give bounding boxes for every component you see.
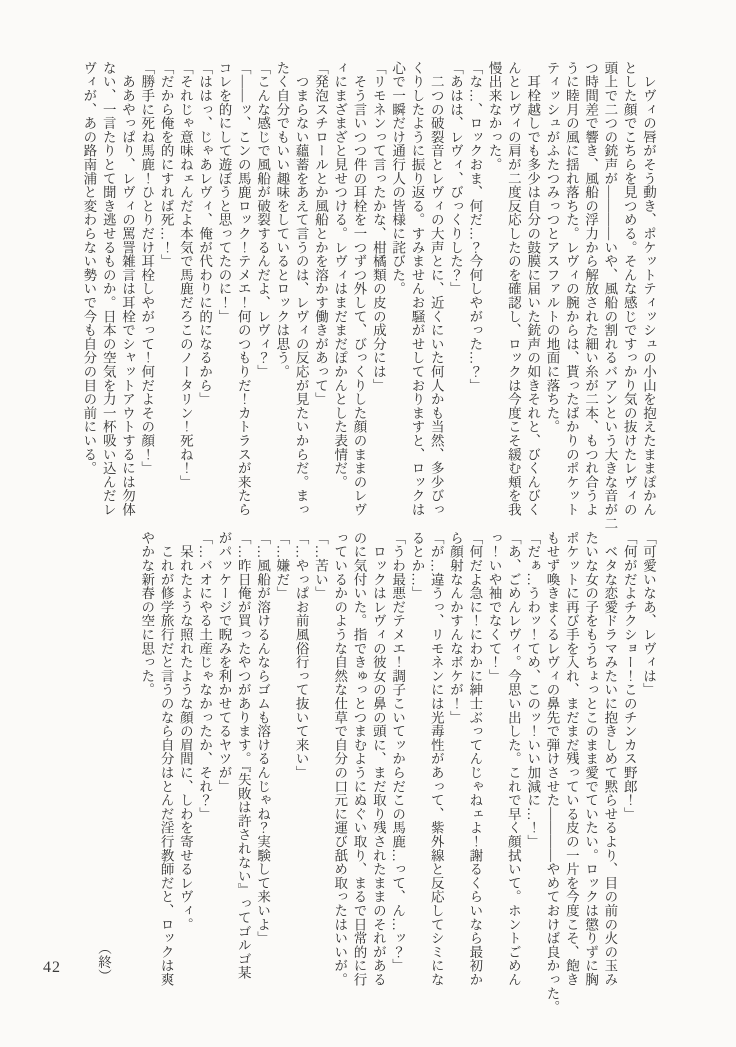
text-line: 「うわ最悪だテメエ！調子こいてッからだこの馬鹿…って、ん…ッ？」 bbox=[390, 531, 406, 973]
text-line: 「勝手に死ね馬鹿！ひとりだけ耳栓しやがって！何だよその顔！」 bbox=[139, 61, 155, 475]
text-line: 「…嫌だ」 bbox=[274, 531, 290, 600]
page-number: 42 bbox=[43, 959, 61, 976]
text-line: レヴィの唇がそう動き、ポケットティッシュの小山を抱えたままぽかん bbox=[641, 61, 656, 517]
text-line: 「それじゃ意味ねェんだよ本気で馬鹿だろこのノータリン！死ね！」 bbox=[177, 61, 193, 489]
text-line: 「…バオにやる土産じゃなかったか、それ？」 bbox=[197, 531, 213, 821]
text-line: っているかのような自然な仕草で自分の口元に運び舐め取ったはいいが。 bbox=[332, 531, 348, 987]
text-line: 二つの破裂音とレヴィの大声とに、近くにいた何人かも当然、多少びっ bbox=[428, 61, 444, 517]
text-line: ィにまざまざと見せつける。レヴィはまだまだぽかんとした表情だ。 bbox=[332, 61, 348, 489]
text-line: がパッケージで睨みを利かせてるヤツが」 bbox=[216, 531, 232, 794]
text-line: ヴィが、あの路南浦と変わらない勢いで今も自分の目の前にいる。 bbox=[81, 61, 97, 475]
text-line: 「何がだよチクショー！このチンカス野郎！」 bbox=[621, 531, 637, 821]
text-line: 「だから俺を的にすれば死…！」 bbox=[158, 61, 174, 268]
text-line: そう言いつつ件の耳栓を一つずつ外して、びっくりした顔のままのレヴ bbox=[351, 61, 367, 517]
text-line: 「発泡スチロールとか風船とかを溶かす働きがあって」 bbox=[312, 61, 328, 406]
text-line: つまらない蘊蓄をあえて言うのは、レヴィの反応が見たいからだ。まっ bbox=[293, 61, 309, 517]
text-line: ああやっぱり、レヴィの罵詈雑言は耳栓でシャットアウトするには勿体 bbox=[119, 61, 135, 517]
text-line: 「可愛いなあ、レヴィは」 bbox=[641, 531, 656, 697]
text-line: 「…風船が溶けるんならゴムも溶けるんじゃね？実験して来いよ」 bbox=[255, 531, 271, 945]
text-line: 「あ、ごめんレヴィ。今思い出した。これで早く顔拭いて。ホントごめん bbox=[505, 531, 521, 987]
text-line: ロックはレヴィの彼女の鼻の頭に、まだ取り残されたままのそれがある bbox=[370, 531, 386, 987]
text-line: 「何だよ急に！にわかに紳士ぶってんじゃねェよ！謝るくらいなら最初か bbox=[467, 531, 483, 987]
text-line: たいな女の子をもうちょっとこのまま愛でていたい。ロックは懲りずに胸 bbox=[583, 531, 599, 987]
text-line: 「だぁ…うわッ！てめ、このッ！いい加減に…！」 bbox=[525, 531, 541, 849]
text-line: っ！いや袖でなくて！」 bbox=[486, 531, 502, 683]
text-line: もせず喚きまくるレヴィの鼻先で弾けさせた――――やめておけば良かった。 bbox=[544, 531, 560, 1014]
text-line: ら顔射なんかすんなボケが！」 bbox=[448, 531, 464, 725]
text-line: コレを的にして遊ぼうと思ってたのに！」 bbox=[216, 61, 232, 324]
top-text-block bbox=[79, 61, 658, 531]
text-line: 「こんな感じで風船が破裂するんだよ、レヴィ？」 bbox=[255, 61, 271, 379]
text-line: 心で一瞬だけ通行人の皆様に詫びた。 bbox=[390, 61, 406, 296]
text-line: 頭上で二つの銃声が――――いや、風船の割れるバアンという大きな音が二 bbox=[602, 61, 618, 531]
text-line: 耳栓越しでも多少は自分の鼓膜に届いた銃声の如きそれと、びくんびく bbox=[525, 61, 541, 517]
text-line: 「あはは、レヴィ、びっくりした？」 bbox=[448, 61, 464, 296]
text-line: ティッシュがふたつみっつとアスファルトの地面に落ちた。 bbox=[544, 61, 560, 434]
text-line: うに睦月の風に揺れ落ちた。レヴィの腕からは、貰ったばかりのポケット bbox=[563, 61, 579, 517]
text-line: これが修学旅行だと言うのなら自分はとんだ淫行教師だと、ロックは爽 bbox=[158, 531, 174, 987]
story-end-mark: （終） bbox=[96, 941, 111, 983]
text-line: 「リモネンって言ったかな、柑橘類の皮の成分には」 bbox=[370, 61, 386, 393]
text-line: んとレヴィの肩が二度反応したのを確認し、ロックは今度こそ緩む頬を我 bbox=[505, 61, 521, 517]
text-line: くりしたように振り返る。すみませんお騒がせしておりますと、ロックは bbox=[409, 61, 425, 517]
text-line: つ時間差で響き、風船の浮力から解放された細い糸が二本、もつれ合うよ bbox=[583, 61, 599, 517]
text-line: ポケットに再び手を入れ、まだまだ残っている皮の一片を今度こそ、飽き bbox=[563, 531, 579, 987]
text-line: るとか…」 bbox=[409, 531, 425, 600]
bottom-text-block bbox=[137, 531, 658, 1014]
text-line: たく自分でもいい趣味をしているとロックは思う。 bbox=[274, 61, 290, 379]
text-line: 「…昨日俺が買ったやつがあります。『失敗は許されない』ってゴルゴ某 bbox=[235, 531, 251, 980]
text-line: 「が…違うっ、リモネンには光毒性があって、紫外線と反応してシミにな bbox=[428, 531, 444, 987]
text-line: やかな新春の空に思った。 bbox=[139, 531, 155, 697]
text-line: 「な…、ロックおま、何だ…？今何しやがった…？」 bbox=[467, 61, 483, 393]
text-line: のに気付いた。指できゅっとつまむようにぬぐい取り、まるで日常的に行 bbox=[351, 531, 367, 987]
text-line: ベタな恋愛ドラマみたいに抱きしめて黙らせるより、目の前の火の玉み bbox=[602, 531, 618, 987]
text-line: とした顔でこちらを見つめる。そんな感じですっかり気の抜けたレヴィの bbox=[621, 61, 637, 517]
text-line: ない、一言たりとて聞き逃せるものか。日本の空気を力一杯吸い込んだレ bbox=[100, 61, 116, 517]
text-line: 「ははっ、じゃあレヴィ、俺が代わりに的になるから」 bbox=[197, 61, 213, 406]
text-line: 慢出来なかった。 bbox=[486, 61, 502, 172]
text-line: 呆れたような照れたような顔の眉間に、しわを寄せるレヴィ。 bbox=[177, 531, 193, 932]
text-line: 「…苦い」 bbox=[312, 531, 328, 600]
text-line: 「…やっぱお前風俗行って抜いて来い」 bbox=[293, 531, 309, 780]
text-line: 「――ッ、こンの馬鹿ロック！テメエ！何のつもりだ！カトラスが来たら bbox=[235, 61, 251, 517]
